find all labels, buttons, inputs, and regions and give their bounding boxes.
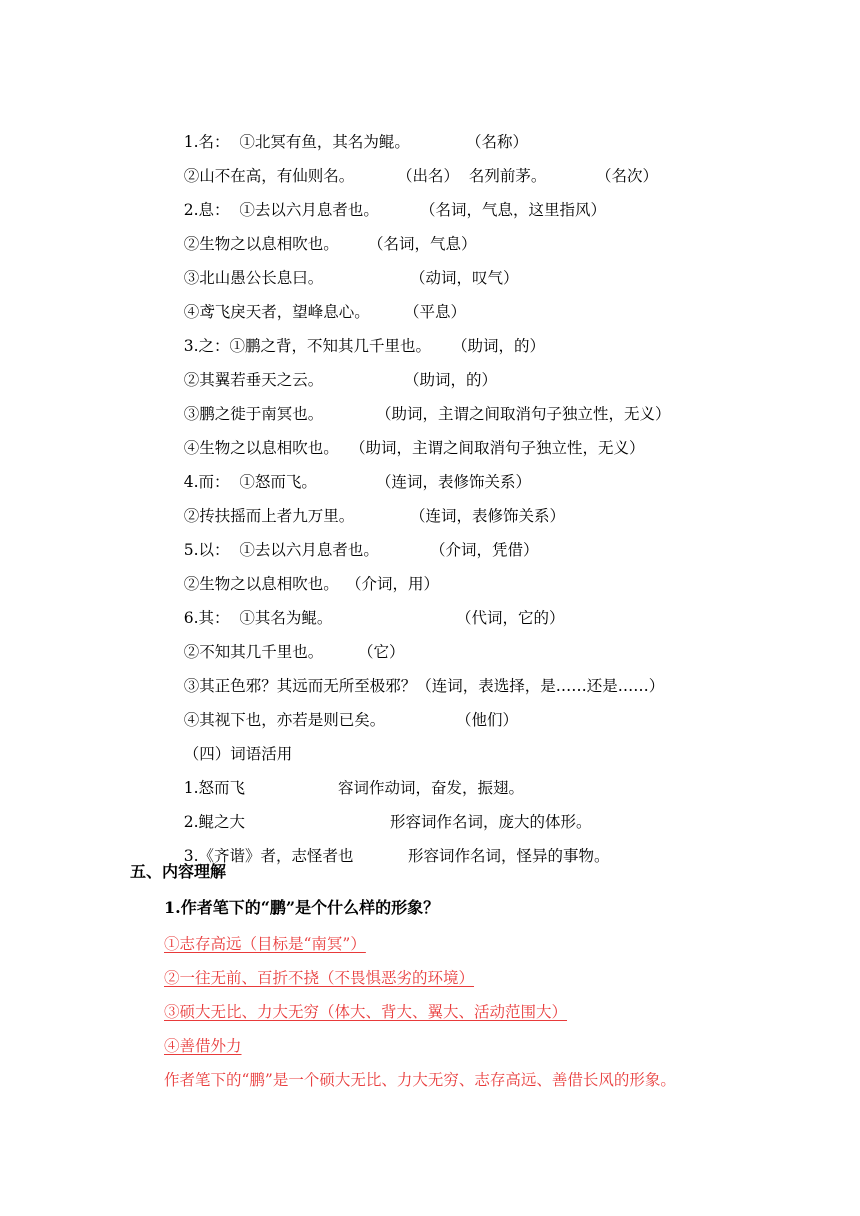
entry-gloss: （名称） (466, 133, 529, 151)
entry-text: ②其翼若垂天之云。 (183, 371, 324, 389)
entry-text: 4.而： ①怒而飞。 (183, 473, 317, 491)
entry-gloss: 形容词作名词，怪异的事物。 (408, 847, 610, 865)
entry-gloss: （助词，的） (404, 371, 498, 389)
entry-gloss: （代词，它的） (456, 609, 565, 627)
entry-gloss: （助词，主谓之间取消句子独立性，无义） (350, 439, 645, 457)
entry-text: ②抟扶摇而上者九万里。 (183, 507, 355, 525)
entry-gloss: 形容词作名词，庞大的体形。 (390, 813, 592, 831)
answer-line: ③硕大无比、力大无穷（体大、背大、翼大、活动范围大） (164, 1003, 568, 1021)
entry-text: 2.鲲之大 (183, 813, 246, 831)
entry-gloss: （出名） 名列前茅。 (397, 167, 547, 185)
answer-line: ②一往无前、百折不挠（不畏惧恶劣的环境） (164, 969, 475, 987)
entry-gloss: （助词，的） (452, 337, 546, 355)
entry-text: ③其正色邪？其远而无所至极邪？（连词，表选择，是……还是……） (183, 677, 665, 695)
entry-gloss: （连词，表修饰关系） (376, 473, 532, 491)
entry-text: ③鹏之徙于南冥也。 (183, 405, 324, 423)
entry-text: 1.怒而飞 (183, 779, 246, 797)
entry-text: 2.息： ①去以六月息者也。 (183, 201, 379, 219)
entry-gloss: 容词作动词，奋发，振翅。 (338, 779, 525, 797)
entry-gloss: （他们） (456, 711, 519, 729)
entry-gloss: （平息） (404, 303, 467, 321)
entry-gloss: （连词，表修饰关系） (410, 507, 566, 525)
entry-text: 3.之：①鹏之背，不知其几千里也。 (183, 337, 432, 355)
answer-summary: 作者笔下的“鹏”是一个硕大无比、力大无穷、志存高远、善借长风的形象。 (164, 1071, 676, 1089)
entry-text: 3.《齐谐》者，志怪者也 (183, 847, 354, 865)
entry-text: ④其视下也，亦若是则已矣。 (183, 711, 386, 729)
entry-text: ②生物之以息相吹也。 (183, 575, 339, 593)
entry-gloss: （名词，气息，这里指风） (420, 201, 607, 219)
entry-text: ②山不在高，有仙则名。 (183, 167, 355, 185)
entry-gloss: （介词，用） (346, 575, 440, 593)
section-heading: 五、内容理解 (130, 862, 227, 881)
entry-gloss: （名次） (596, 167, 659, 185)
answer-line: ①志存高远（目标是“南冥”） (164, 935, 366, 953)
entry-text: 1.名： ①北冥有鱼，其名为鲲。 (183, 133, 410, 151)
entry-gloss: （它） (358, 643, 405, 661)
entry-text: ④鸢飞戾天者，望峰息心。 (183, 303, 370, 321)
subsection-title-text: （四）词语活用 (183, 745, 293, 763)
entry-text: 5.以： ①去以六月息者也。 (183, 541, 379, 559)
entry-text: ③北山愚公长息曰。 (183, 269, 324, 287)
question: 1.作者笔下的“鹏”是个什么样的形象？ (164, 898, 440, 917)
entry-gloss: （介词，凭借） (430, 541, 539, 559)
entry-gloss: （动词，叹气） (410, 269, 519, 287)
answer-line: ④善借外力 (164, 1037, 242, 1055)
entry-text: 6.其： ①其名为鲲。 (183, 609, 333, 627)
entry-text: ②不知其几千里也。 (183, 643, 324, 661)
entry-text: ④生物之以息相吹也。 (183, 439, 339, 457)
entry-text: ②生物之以息相吹也。 (183, 235, 339, 253)
entry-gloss: （名词，气息） (368, 235, 477, 253)
entry-gloss: （助词，主谓之间取消句子独立性，无义） (376, 405, 671, 423)
